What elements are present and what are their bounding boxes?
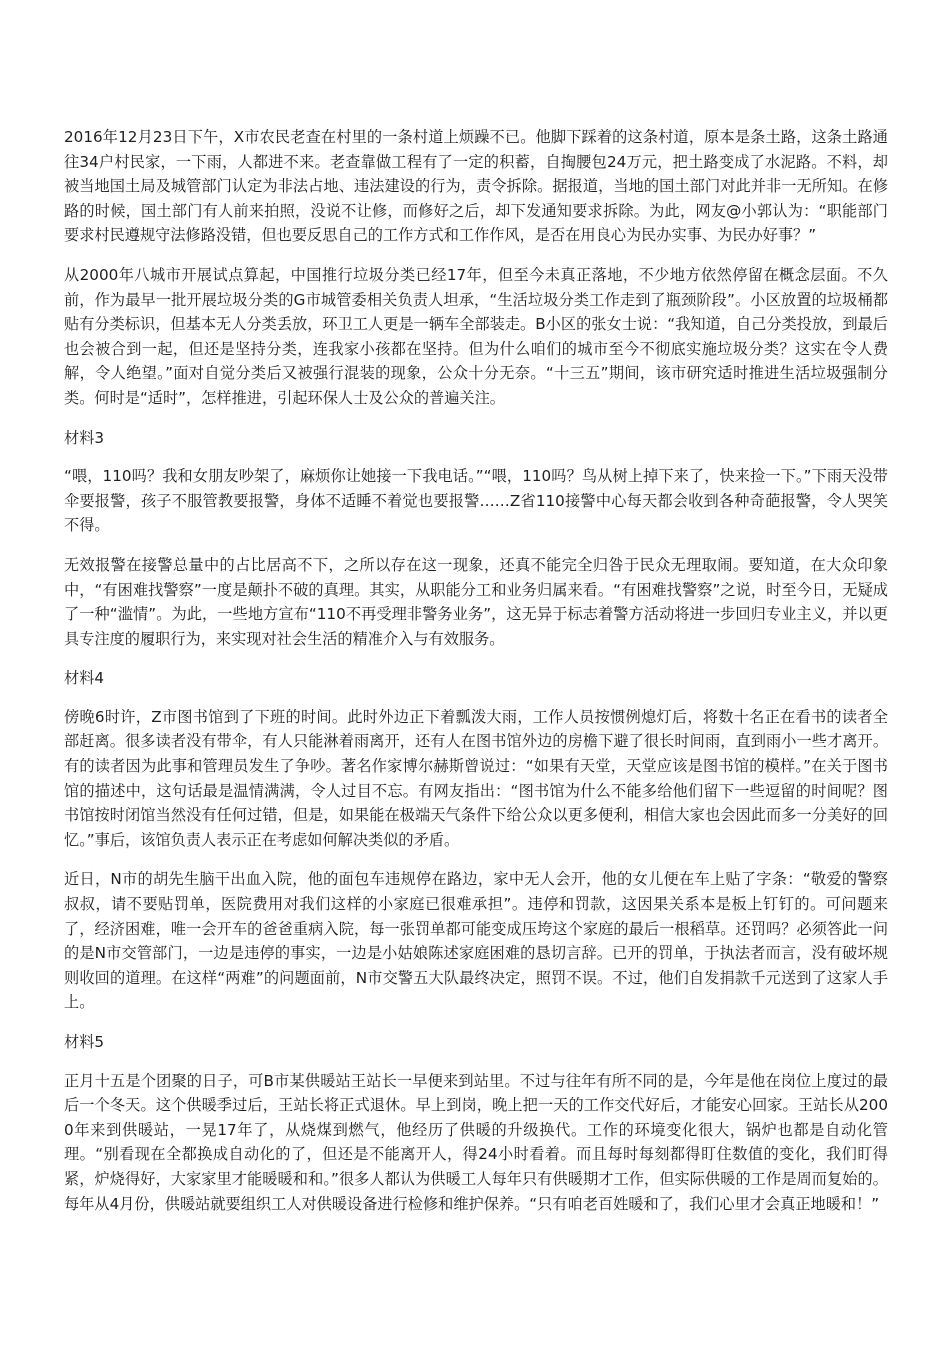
section-heading-material-4: 材料4: [64, 669, 105, 688]
section-heading-material-5: 材料5: [64, 1033, 105, 1051]
paragraph-library-closing: 傍晚6时许，Z市图书馆到了下班的时间。此时外边正下着瓢泼大雨，工作人员按惯例熄灯后，将数十名正在看书的读者全部赶离。很多读者没有带伞，有人只能淋着雨离开，还有人在图书馆外边的房檐下避了很长时间雨，直到雨小一些才离开。有的读者因为此事和管理员发生了争吵。著名作家博尔赫斯曾说过：“如果有天堂，天堂应该是图书馆的模样。”在关于图书馆的描述中，这句话最是温情满满，令人过目不忘。有网友指出：“图书馆为什么不能多给他们留下一些逗留的时间呢？图书馆按时闭馆当然没有任何过错，但是，如果能在极端天气条件下给公众以更多便利，相信大家也会因此而多一分美好的回忆。”事后，该馆负责人表示正在考虑如何解决类似的矛盾。: [64, 707, 888, 849]
paragraph-parking-ticket: 近日，N市的胡先生脑干出血入院，他的面包车违规停在路边，家中无人会开，他的女儿便在车上贴了字条：“敬爱的警察叔叔，请不要贴罚单，医院费用对我们这样的小家庭已很难承担”。违停和罚款，这因果关系本是板上钉钉的。可问题来了，经济困难，唯一会开车的爸爸重病入院，每一张罚单都可能变成压垮这个家庭的最后一根稻草。还罚吗？必须答此一问的是N市交管部门，一边是违停的事实，一边是小姑娘陈述家庭困难的恳切言辞。已开的罚单，于执法者而言，没有破坏规则收回的道理。在这样“两难”的问题面前，N市交警五大队最终决定，照罚不误。不过，他们自发捐款千元送到了这家人手上。: [64, 870, 888, 1012]
paragraph-rural-road: 2016年12月23日下午，X市农民老查在村里的一条村道上烦躁不已。他脚下踩着的这条村道，原本是条土路，这条土路通往34户村民家，一下雨，人都进不来。老查靠做工程有了一定的积蓄，自掏腰包24万元，把土路变成了水泥路。不料，却被当地国土局及城管部门认定为非法占地、违法建设的行为，责令拆除。据报道，当地的国土部门对此并非一无所知。在修路的时候，国土部门有人前来拍照，没说不让修，而修好之后，却下发通知要求拆除。为此，网友@小郭认为：“职能部门要求村民遵规守法修路没错，但也要反思自己的工作方式和工作作风，是否在用良心为民办实事、为民办好事？”: [64, 128, 888, 245]
paragraph-heating-station: 正月十五是个团聚的日子，可B市某供暖站王站长一早便来到站里。不过与往年有所不同的是，今年是他在岗位上度过的最后一个冬天。这个供暖季过后，王站长将正式退休。早上到岗，晚上把一天的工作交代好后，才能安心回家。王站长从2000年来到供暖站，一晃17年了，从烧煤到燃气，他经历了供暖的升级换代。工作的环境变化很大，锅炉也都是自动化管理。“别看现在全都换成自动化的了，但还是不能离开人，得24小时看着。而且每时每刻都得盯住数值的变化，我们盯得紧，炉烧得好，大家家里才能暖暖和和。”很多人都认为供暖工人每年只有供暖期才工作，但实际供暖的工作是周而复始的。每年从4月份，供暖站就要组织工人对供暖设备进行检修和维护保养。“只有咱老百姓暖和了，我们心里才会真正地暖和！”: [64, 1071, 888, 1213]
document-page: [64, 125, 888, 1231]
section-heading-material-3: 材料3: [64, 428, 105, 447]
paragraph-invalid-reports: 无效报警在接警总量中的占比居高不下，之所以存在这一现象，还真不能完全归咎于民众无理取闹。要知道，在大众印象中，“有困难找警察”一度是颠扑不破的真理。其实，从职能分工和业务归属来看。“有困难找警察”之说，时至今日，无疑成了一种“滥情”。为此，一些地方宣布“110不再受理非警务业务”，这无异于标志着警方活动将进一步回归专业主义，并以更具专注度的履职行为，来实现对社会生活的精准介入与有效服务。: [64, 555, 888, 648]
paragraph-prank-calls: “喂，110吗？我和女朋友吵架了，麻烦你让她接一下我电话。”“喂，110吗？鸟从树上掉下来了，快来捡一下。”下雨天没带伞要报警，孩子不服管教要报警，身体不适睡不着觉也要报警……Z省110接警中心每天都会收到各种奇葩报警，令人哭笑不得。: [64, 467, 888, 535]
paragraph-garbage-sorting: 从2000年八城市开展试点算起，中国推行垃圾分类已经17年，但至今未真正落地，不少地方依然停留在概念层面。不久前，作为最早一批开展垃圾分类的G市城管委相关负责人坦承，“生活垃圾分类工作走到了瓶颈阶段”。小区放置的垃圾桶都贴有分类标识，但基本无人分类丢放，环卫工人更是一辆车全部装走。B小区的张女士说：“我知道，自己分类投放，到最后也会被合到一起，但还是坚持分类，连我家小孩都在坚持。但为什么咱们的城市至今不彻底实施垃圾分类？这实在令人费解，令人绝望。”面对自觉分类后又被强行混装的现象，公众十分无奈。“十三五”期间，该市研究适时推进生活垃圾强制分类。何时是“适时”，怎样推进，引起环保人士及公众的普遍关注。: [64, 265, 888, 407]
